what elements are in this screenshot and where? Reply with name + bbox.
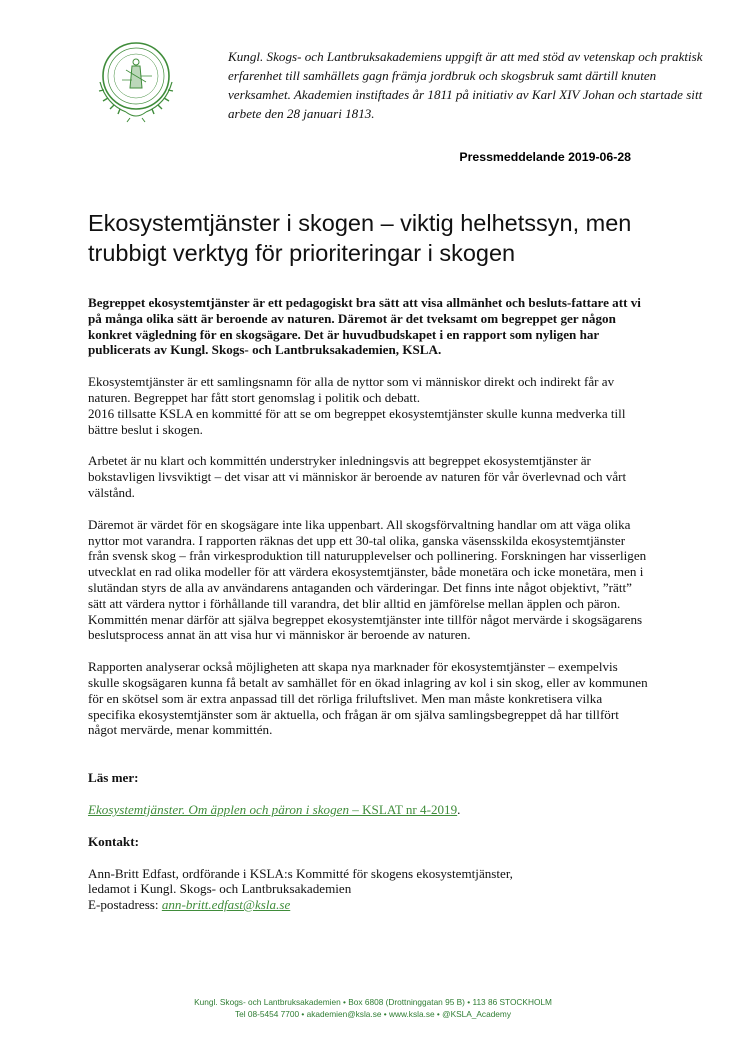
contact-name-role: Ann-Britt Edfast, ordförande i KSLA:s Kommitté för skogens ekosystemtjänster, xyxy=(88,865,513,881)
paragraph-1-a: Ekosystemtjänster är ett samlingsnamn för alla de nyttor som vi människor direkt och indirekt får av naturen. Begreppet har fått stort genomslag i politik och debatt. xyxy=(88,374,615,405)
read-more-heading: Läs mer: xyxy=(88,770,139,786)
paragraph-4: Rapporten analyserar också möjligheten att skapa nya marknader för ekosystemtjänster – exempelvis skulle skogsägaren kunna få betalt av samhället för en ökad inlagring av kol i sin skog, eller av kommunen för en skötsel som är extra anpassad till det rörliga friluftslivet. Men man måste konkretisera vilka specifika ekosystemtjänster som är aktuella, och frågan är om själva samlingsbegreppet då har tillfört något mervärde, menar kommittén. xyxy=(88,659,648,738)
paragraph-3: Däremot är värdet för en skogsägare inte lika uppenbart. All skogsförvaltning handlar om att väga olika nyttor mot varandra. I rapporten räknas det upp ett 30-tal olika, ganska väsensskilda ekosystemtjänster från svensk skog – från virkesproduktion till naturupplevelser och pollinering. Forskningen har visserligen utvecklat en rad olika modeller för att värdera ekosystemtjänster, både monetära och icke monetära, men i slutändan styrs de alla av användarens antaganden och värderingar. Det finns inte något objektivt, ”rätt” sätt att värdera nyttor i förhållande till varandra, det blir alltid en jämförelse mellan äpplen och päron. Kommittén menar därför att själva begreppet ekosystemtjänster inte tillför något mervärde i skogsägarens beslutsprocess annat än att visa hur vi människor är beroende av naturen. xyxy=(88,516,647,643)
academy-intro: Kungl. Skogs- och Lantbruksakademiens uppgift är att med stöd av vetenskap och praktisk erfarenhet till samhällets gagn främja jordbruk och skogsbruk samt därtill knuten verksamhet. Akademien instiftades år 1811 på initiativ av Karl XIV Johan och startade sitt arbete den 28 januari 1813. xyxy=(228,49,703,121)
lead-paragraph: Begreppet ekosystemtjänster är ett pedagogiskt bra sätt att visa allmänhet och besluts-fattare att vi på många olika sätt är beroende av naturen. Däremot är det tveksamt om begreppet ger någon konkret vägledning för en skogsägare. Det är huvudbudskapet i en rapport som nyligen har publicerats av Kungl. Skogs- och Lantbruksakademien, KSLA. xyxy=(88,295,641,358)
contact-heading: Kontakt: xyxy=(88,833,139,849)
contact-membership: ledamot i Kungl. Skogs- och Lantbruksakademien xyxy=(88,881,352,897)
article-body xyxy=(88,295,648,929)
page-title: Ekosystemtjänster i skogen – viktig helhetssyn, men trubbigt verktyg för prioriteringar i skogen xyxy=(88,210,632,266)
footer xyxy=(0,996,746,1020)
ksla-seal-icon xyxy=(86,36,186,126)
footer-address: Kungl. Skogs- och Lantbruksakademien • Box 6808 (Drottninggatan 95 B) • 113 86 STOCKHOLM xyxy=(194,997,552,1007)
contact-email-link[interactable]: ann-britt.edfast@ksla.se xyxy=(161,897,291,913)
contact-block xyxy=(88,866,648,913)
footer-contact: Tel 08-5454 7700 • akademien@ksla.se • www.ksla.se • @KSLA_Academy xyxy=(235,1009,511,1019)
report-title-link[interactable]: Ekosystemtjänster. Om äpplen och päron i skogen xyxy=(88,801,349,817)
paragraph-1-b: 2016 tillsatte KSLA en kommitté för att se om begreppet ekosystemtjänster skulle kunna medverka till bättre beslut i skogen. xyxy=(88,405,626,437)
report-series-link[interactable]: – KSLAT nr 4-2019 xyxy=(349,801,458,817)
read-more-line xyxy=(88,802,648,818)
paragraph-1 xyxy=(88,374,648,437)
read-more-period: . xyxy=(457,801,461,817)
press-release-date: Pressmeddelande 2019-06-28 xyxy=(459,150,631,164)
paragraph-2: Arbetet är nu klart och kommittén understryker inledningsvis att begreppet ekosystemtjänster är bokstavligen livsviktigt – det visar att vi människor är beroende av naturen för vår överlevnad och vårt välstånd. xyxy=(88,453,627,500)
contact-email-label: E-postadress: xyxy=(88,897,162,913)
